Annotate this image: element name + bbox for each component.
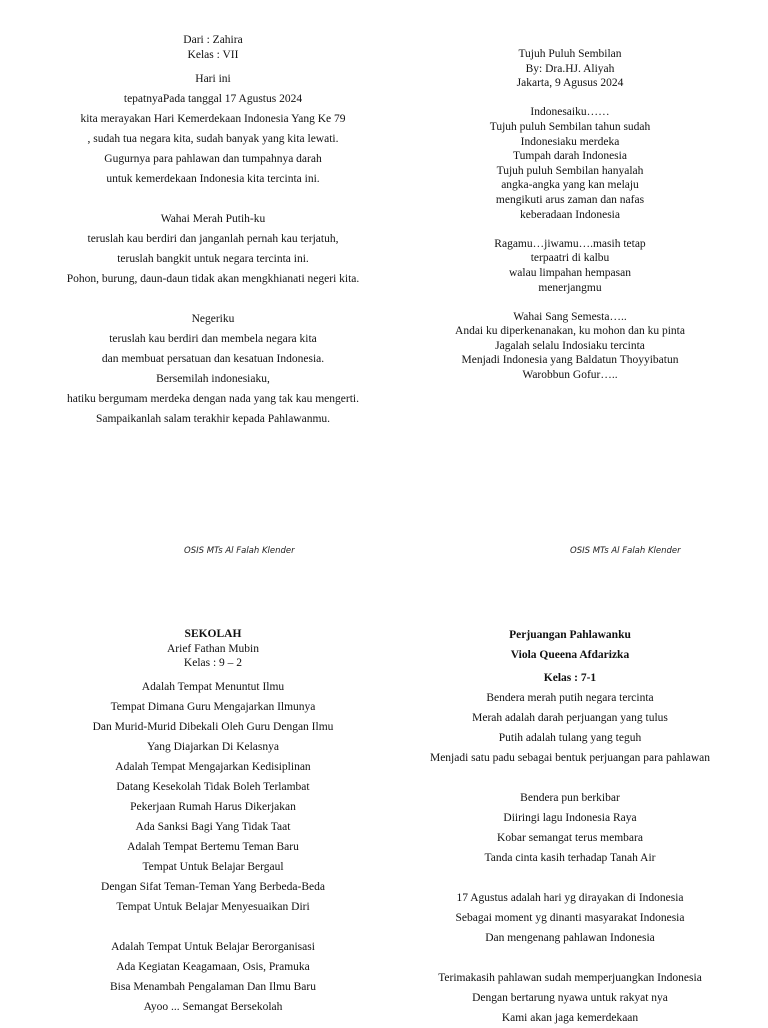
poem-line: keberadaan Indonesia (520, 208, 620, 221)
poem-line: Tujuh puluh Sembilan hanyalah (496, 164, 644, 177)
poem-line: Bendera pun berkibar (520, 792, 620, 804)
poem-class: Kelas : 9 – 2 (183, 657, 243, 669)
poem-header-line: Jakarta, 9 Agusus 2024 (516, 77, 624, 90)
poem-line: tepatnyaPada tanggal 17 Agustus 2024 (123, 93, 303, 105)
poem-line: mengikuti arus zaman dan nafas (495, 193, 645, 206)
poem-line: Ada Kegiatan Keagamaan, Osis, Pramuka (116, 960, 310, 973)
poem-line: menerjangmu (538, 281, 602, 294)
poem-line: Ragamu…jiwamu….masih tetap (494, 237, 646, 250)
poem-line: Adalah Tempat Menuntut Ilmu (141, 680, 285, 693)
poem-line: walau limpahan hempasan (509, 266, 631, 279)
poem-line: Adalah Tempat Bertemu Teman Baru (127, 840, 299, 853)
poem-line: Ada Sanksi Bagi Yang Tidak Taat (135, 820, 291, 833)
poem-header-line: Kelas : VII (187, 48, 239, 61)
poem-line: Menjadi satu padu sebagai bentuk perjuangan para pahlawan (429, 752, 711, 764)
poem-line: Gugurnya para pahlawan dan tumpahnya darah (104, 153, 322, 165)
poem-line: Dan mengenang pahlawan Indonesia (485, 932, 655, 944)
poem-author: Arief Fathan Mubin (167, 642, 259, 655)
poem-line: Tempat Untuk Belajar Menyesuaikan Diri (116, 900, 310, 913)
poem-line: Dengan Sifat Teman-Teman Yang Berbeda-Beda (101, 880, 325, 893)
poem-line: Indonesiaku merdeka (520, 135, 620, 148)
poem-dari-zahira (20, 33, 406, 429)
poem-line: Pekerjaan Rumah Harus Dikerjakan (130, 800, 296, 813)
poem-line: Adalah Tempat Untuk Belajar Berorganisasi (111, 940, 315, 953)
poem-line: Dan Murid-Murid Dibekali Oleh Guru Dengan Ilmu (92, 720, 334, 733)
poem-line: Negeriku (191, 313, 235, 325)
footer-osis-left: OSIS MTs Al Falah Klender (184, 546, 295, 556)
poem-line: Adalah Tempat Mengajarkan Kedisiplinan (115, 760, 311, 773)
poem-line: angka-angka yang kan melaju (501, 179, 639, 192)
footer-osis-right: OSIS MTs Al Falah Klender (570, 546, 681, 556)
poem-perjuangan-pahlawanku (410, 625, 730, 1028)
poem-line: Sampaikanlah salam terakhir kepada Pahlawanmu. (95, 413, 331, 425)
poem-line: teruslah kau berdiri dan membela negara kita (109, 333, 317, 345)
poem-line: Pohon, burung, daun-daun tidak akan mengkhianati negeri kita. (66, 273, 360, 285)
poem-line: Wahai Sang Semesta….. (513, 310, 627, 323)
poem-line: Putih adalah tulang yang teguh (498, 732, 642, 744)
poem-line: Tumpah darah Indonesia (513, 150, 627, 163)
poem-line: Kobar semangat terus membara (497, 832, 643, 844)
poem-line: Sebagai moment yg dinanti masyarakat Indonesia (455, 912, 685, 924)
poem-author: Viola Queena Afdarizka (510, 649, 630, 661)
poem-line: Tanda cinta kasih terhadap Tanah Air (484, 852, 656, 864)
poem-line: Tempat Untuk Belajar Bergaul (142, 860, 284, 873)
poem-line: 17 Agustus adalah hari yg dirayakan di Indonesia (456, 892, 684, 904)
poem-header-line: Dari : Zahira (183, 34, 243, 46)
poem-line: Menjadi Indonesia yang Baldatun Thoyyibatun (461, 354, 679, 367)
poem-line: Indonesaiku…… (530, 106, 610, 119)
poem-line: Yang Diajarkan Di Kelasnya (146, 740, 279, 753)
poem-line: Datang Kesekolah Tidak Boleh Terlambat (116, 780, 310, 793)
poem-line: Hari ini (195, 73, 231, 85)
poem-line: Terimakasih pahlawan sudah memperjuangkan Indonesia (438, 972, 702, 984)
poem-line: dan membuat persatuan dan kesatuan Indonesia. (101, 353, 325, 365)
poem-line: Kami akan jaga kemerdekaan (501, 1012, 639, 1024)
poem-line: Diiringi lagu Indonesia Raya (503, 812, 637, 824)
poem-line: Wahai Merah Putih-ku (160, 213, 266, 225)
poem-line: Jagalah selalu Indosiaku tercinta (495, 339, 645, 352)
poem-header-line: Tujuh Puluh Sembilan (518, 48, 622, 60)
poem-line: Andai ku diperkenanakan, ku mohon dan ku pinta (455, 325, 685, 338)
poem-title: SEKOLAH (184, 628, 242, 640)
poem-title: Perjuangan Pahlawanku (509, 629, 631, 641)
poem-line: Ayoo ... Semangat Bersekolah (143, 1000, 283, 1013)
poem-line: Tujuh puluh Sembilan tahun sudah (489, 120, 651, 133)
poem-line: Bisa Menambah Pengalaman Dan Ilmu Baru (110, 980, 316, 993)
poem-line: hatiku bergumam merdeka dengan nada yang tak kau mengerti. (67, 393, 359, 405)
poem-line: Bendera merah putih negara tercinta (486, 692, 654, 704)
poem-line: teruslah bangkit untuk negara tercinta ini. (117, 253, 309, 265)
poem-line: teruslah kau berdiri dan janganlah pernah kau terjatuh, (87, 233, 339, 245)
poem-line: kita merayakan Hari Kemerdekaan Indonesia Yang Ke 79 (80, 113, 346, 125)
poem-line: Tempat Dimana Guru Mengajarkan Ilmunya (110, 700, 316, 713)
poem-line: Merah adalah darah perjuangan yang tulus (472, 712, 668, 724)
poem-line: Bersemilah indonesiaku, (156, 373, 270, 385)
poem-sekolah (63, 627, 363, 1017)
poem-tujuh-puluh-sembilan (420, 47, 720, 383)
poem-line: Warobbun Gofur….. (522, 369, 618, 382)
poem-line: untuk kemerdekaan Indonesia kita tercinta ini. (106, 173, 320, 185)
poem-class: Kelas : 7-1 (543, 672, 597, 684)
poem-header-line: By: Dra.HJ. Aliyah (525, 62, 615, 75)
poem-line: terpaatri di kalbu (530, 252, 610, 265)
poem-line: , sudah tua negara kita, sudah banyak yang kita lewati. (87, 133, 339, 145)
poem-line: Dengan bertarung nyawa untuk rakyat nya (472, 992, 668, 1004)
